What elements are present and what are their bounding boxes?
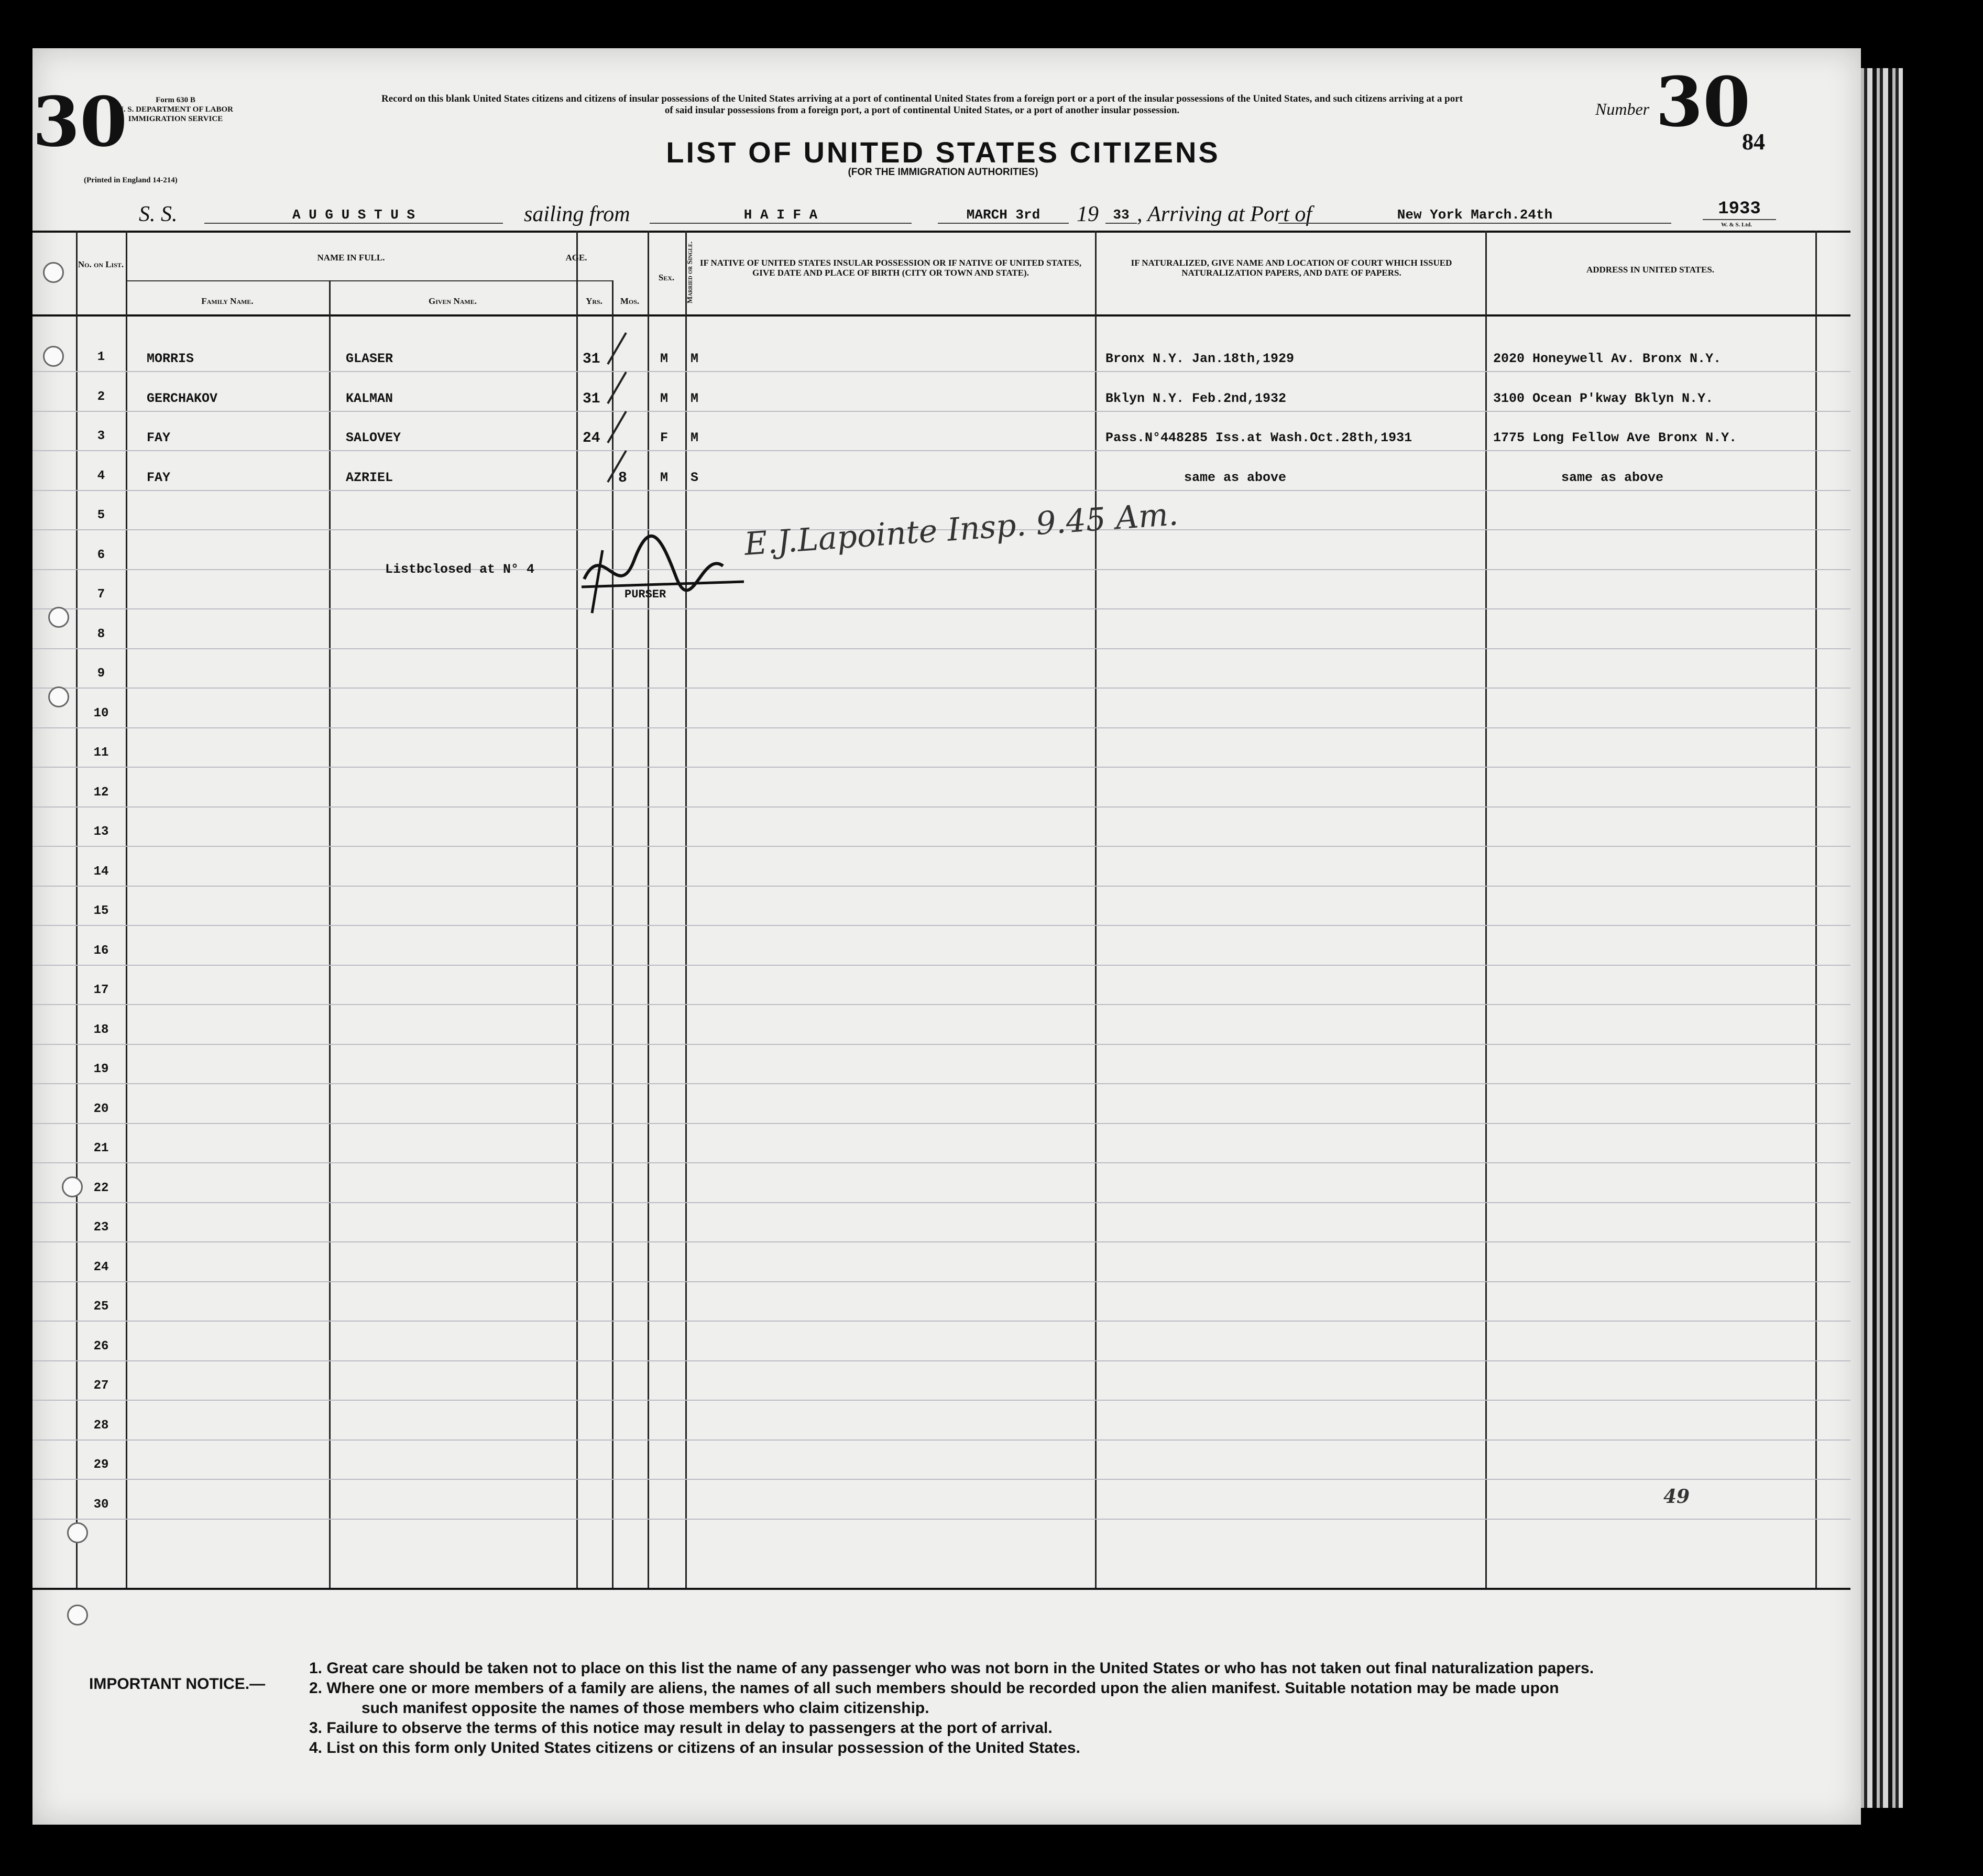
row-rule — [32, 846, 1850, 847]
sex-cell: M — [660, 390, 669, 406]
married-cell: M — [691, 351, 699, 366]
row-number: 19 — [93, 1062, 109, 1076]
header-native: IF NATIVE OF UNITED STATES INSULAR POSSESSION OR IF NATIVE OF UNITED STATES, GIVE DATE AND PLACE OF BIRTH (CITY OR TOWN AND STATE). — [699, 258, 1082, 278]
row-number: 6 — [97, 548, 105, 562]
naturalized-cell: Pass.N°448285 Iss.at Wash.Oct.28th,1931 — [1105, 430, 1412, 445]
form-id — [113, 95, 238, 124]
address-cell: same as above — [1561, 470, 1664, 485]
col-line — [648, 231, 649, 1588]
row-rule — [32, 411, 1850, 412]
row-number: 14 — [93, 864, 109, 879]
row-rule — [32, 648, 1850, 649]
row-number: 10 — [93, 706, 109, 721]
row-rule — [32, 886, 1850, 887]
naturalized-cell: same as above — [1184, 470, 1287, 485]
port-to: New York March.24th — [1278, 207, 1671, 224]
header-address: ADDRESS IN UNITED STATES. — [1586, 265, 1715, 275]
row-rule — [32, 1281, 1850, 1282]
row-number: 16 — [93, 943, 109, 958]
year-to: 1933 — [1703, 199, 1776, 220]
naturalized-cell: Bronx N.Y. Jan.18th,1929 — [1105, 351, 1295, 366]
notice-items — [309, 1659, 1828, 1758]
printed-note: (Printed in England 14-214) — [84, 176, 178, 184]
date-from: MARCH 3rd — [938, 207, 1069, 224]
col-line — [1485, 231, 1487, 1588]
col-line — [76, 231, 78, 1588]
row-number: 27 — [93, 1379, 109, 1393]
col-line — [1095, 231, 1097, 1588]
printer-mark: W. & S. Ltd. — [1721, 222, 1752, 228]
row-number: 13 — [93, 825, 109, 839]
notice-item: such manifest opposite the names of those members who claim citizenship. — [361, 1699, 929, 1717]
header-name: NAME IN FULL. — [317, 253, 385, 263]
form-number-left: 30 — [32, 82, 127, 162]
row-number: 17 — [93, 983, 109, 997]
address-cell: 1775 Long Fellow Ave Bronx N.Y. — [1493, 430, 1737, 445]
family-name-cell: MORRIS — [147, 351, 194, 366]
age-months-cell: 8 — [618, 470, 627, 486]
row-number: 2 — [97, 389, 105, 404]
row-rule — [32, 1083, 1850, 1084]
row-rule — [32, 965, 1850, 966]
purser-signature — [571, 529, 744, 618]
notice-item: 3. Failure to observe the terms of this notice may result in delay to passengers at the port of arrival. — [309, 1719, 1053, 1737]
ship-name: A U G U S T U S — [204, 207, 503, 224]
row-number: 7 — [97, 587, 105, 602]
header-bottom-border — [32, 314, 1850, 317]
header-sex: Sex. — [658, 272, 675, 282]
col-line — [1815, 231, 1817, 1588]
row-rule — [32, 1162, 1850, 1163]
page-title: LIST OF UNITED STATES CITIZENS — [666, 136, 1220, 169]
row-rule — [32, 1044, 1850, 1045]
year-prefix: 19 — [1077, 202, 1099, 226]
notice-item: 4. List on this form only United States citizens or citizens of an insular possession of the United States. — [309, 1739, 1080, 1757]
row-number: 29 — [93, 1458, 109, 1472]
row-rule — [32, 1321, 1850, 1322]
row-number: 11 — [93, 746, 109, 760]
row-number: 8 — [97, 627, 105, 641]
header-married: Married or Single. — [686, 241, 694, 304]
form-no: Form 630 B — [156, 96, 195, 104]
binder-hole — [48, 607, 69, 628]
col-line — [685, 231, 687, 1588]
header-no: No. on List. — [78, 259, 124, 269]
given-name-cell: KALMAN — [346, 390, 393, 406]
table-bottom-border — [32, 1588, 1850, 1590]
page-number: 84 — [1742, 129, 1765, 155]
name-header-divider — [126, 280, 576, 281]
row-rule — [32, 806, 1850, 808]
row-number: 18 — [93, 1022, 109, 1037]
given-name-cell: GLASER — [346, 351, 393, 366]
given-name-cell: AZRIEL — [346, 470, 393, 485]
arriving-label: , Arriving at Port of — [1137, 202, 1312, 226]
row-rule — [32, 727, 1850, 728]
age-years-cell: 31 — [583, 390, 600, 407]
row-rule — [32, 1241, 1850, 1242]
family-name-cell: FAY — [147, 430, 171, 445]
row-number: 23 — [93, 1220, 109, 1235]
stamp-49: 49 — [1663, 1486, 1690, 1508]
row-number: 30 — [93, 1497, 109, 1512]
header-given: Given Name. — [428, 296, 477, 306]
list-closed: Listbclosed at N° 4 — [385, 562, 535, 577]
row-number: 26 — [93, 1339, 109, 1354]
sailing-label: sailing from — [524, 202, 630, 226]
header-family: Family Name. — [201, 296, 254, 306]
row-number: 20 — [93, 1101, 109, 1116]
table-top-border — [32, 231, 1850, 233]
row-number: 15 — [93, 904, 109, 918]
married-cell: M — [691, 390, 699, 406]
header-age: AGE. — [565, 253, 587, 263]
age-years-cell: 31 — [583, 351, 600, 367]
sex-cell: M — [660, 470, 669, 485]
row-number: 22 — [93, 1181, 109, 1195]
notice-item: 2. Where one or more members of a family are aliens, the names of all such members should be recorded upon the alien manifest. Suitable notation may be made upon — [309, 1679, 1559, 1697]
row-number: 3 — [97, 429, 105, 443]
service: IMMIGRATION SERVICE — [128, 115, 223, 123]
row-rule — [32, 1123, 1850, 1124]
ss-label: S. S. — [139, 202, 178, 226]
row-rule — [32, 1479, 1850, 1480]
given-name-cell: SALOVEY — [346, 430, 401, 445]
row-number: 4 — [97, 468, 105, 483]
binder-hole — [48, 686, 69, 707]
number-label: Number — [1595, 100, 1650, 118]
row-rule — [32, 1519, 1850, 1520]
age-years-cell: 24 — [583, 430, 600, 446]
row-number: 9 — [97, 667, 105, 681]
row-number: 5 — [97, 508, 105, 522]
col-line — [329, 280, 331, 1588]
port-from: H A I F A — [650, 207, 912, 224]
family-name-cell: GERCHAKOV — [147, 390, 218, 406]
married-cell: S — [691, 470, 699, 485]
col-line — [126, 231, 127, 1588]
instructions: Record on this blank United States citizens and citizens of insular possessions of the United States arriving at a port of continental United States from a foreign port or a port of the insular possessions of the United States, and such citizens arriving at a port of said insular possessions from a foreign port, a port of continental United States, or a port of another insular possession. — [381, 93, 1463, 116]
binder-hole — [43, 346, 64, 367]
year-from: 33 — [1105, 207, 1137, 224]
row-number: 24 — [93, 1260, 109, 1274]
row-number: 25 — [93, 1300, 109, 1314]
row-rule — [32, 450, 1850, 451]
notice-label: IMPORTANT NOTICE.— — [89, 1675, 266, 1693]
notice-item: 1. Great care should be taken not to place on this list the name of any passenger who was not born in the United States or who has not taken out final naturalization papers. — [309, 1660, 1594, 1677]
row-number: 21 — [93, 1141, 109, 1155]
row-rule — [32, 371, 1850, 372]
row-number: 12 — [93, 785, 109, 800]
binder-hole — [67, 1522, 88, 1543]
naturalized-cell: Bklyn N.Y. Feb.2nd,1932 — [1105, 390, 1287, 406]
inspector-signature: E.J.Lapointe Insp. 9.45 Am. — [743, 496, 1180, 563]
binder-hole — [62, 1176, 83, 1197]
row-rule — [32, 1439, 1850, 1441]
row-number: 28 — [93, 1418, 109, 1433]
row-rule — [32, 1400, 1850, 1401]
department: U. S. DEPARTMENT OF LABOR — [117, 105, 234, 114]
sex-cell: F — [660, 430, 669, 445]
row-rule — [32, 925, 1850, 926]
col-line — [576, 231, 578, 1588]
header-yrs: Yrs. — [586, 296, 602, 306]
address-cell: 3100 Ocean P'kway Bklyn N.Y. — [1493, 390, 1714, 406]
address-cell: 2020 Honeywell Av. Bronx N.Y. — [1493, 351, 1722, 366]
row-rule — [32, 569, 1850, 570]
row-rule — [32, 1360, 1850, 1361]
row-rule — [32, 1202, 1850, 1203]
family-name-cell: FAY — [147, 470, 171, 485]
page-subtitle: (FOR THE IMMIGRATION AUTHORITIES) — [848, 167, 1038, 178]
header-mos: Mos. — [620, 296, 640, 306]
row-rule — [32, 767, 1850, 768]
row-rule — [32, 490, 1850, 491]
row-number: 1 — [97, 350, 105, 364]
binder-hole — [43, 262, 64, 283]
row-rule — [32, 608, 1850, 609]
married-cell: M — [691, 430, 699, 445]
header-naturalized: IF NATURALIZED, GIVE NAME AND LOCATION OF COURT WHICH ISSUED NATURALIZATION PAPERS, AND DATE OF PAPERS. — [1131, 258, 1452, 278]
check-marks — [602, 322, 644, 490]
page-edge — [1861, 68, 1903, 1808]
form-number-right: 30 — [1656, 62, 1750, 142]
row-rule — [32, 688, 1850, 689]
row-rule — [32, 1004, 1850, 1005]
binder-hole — [67, 1605, 88, 1626]
sex-cell: M — [660, 351, 669, 366]
purser-label: PURSER — [625, 588, 666, 601]
